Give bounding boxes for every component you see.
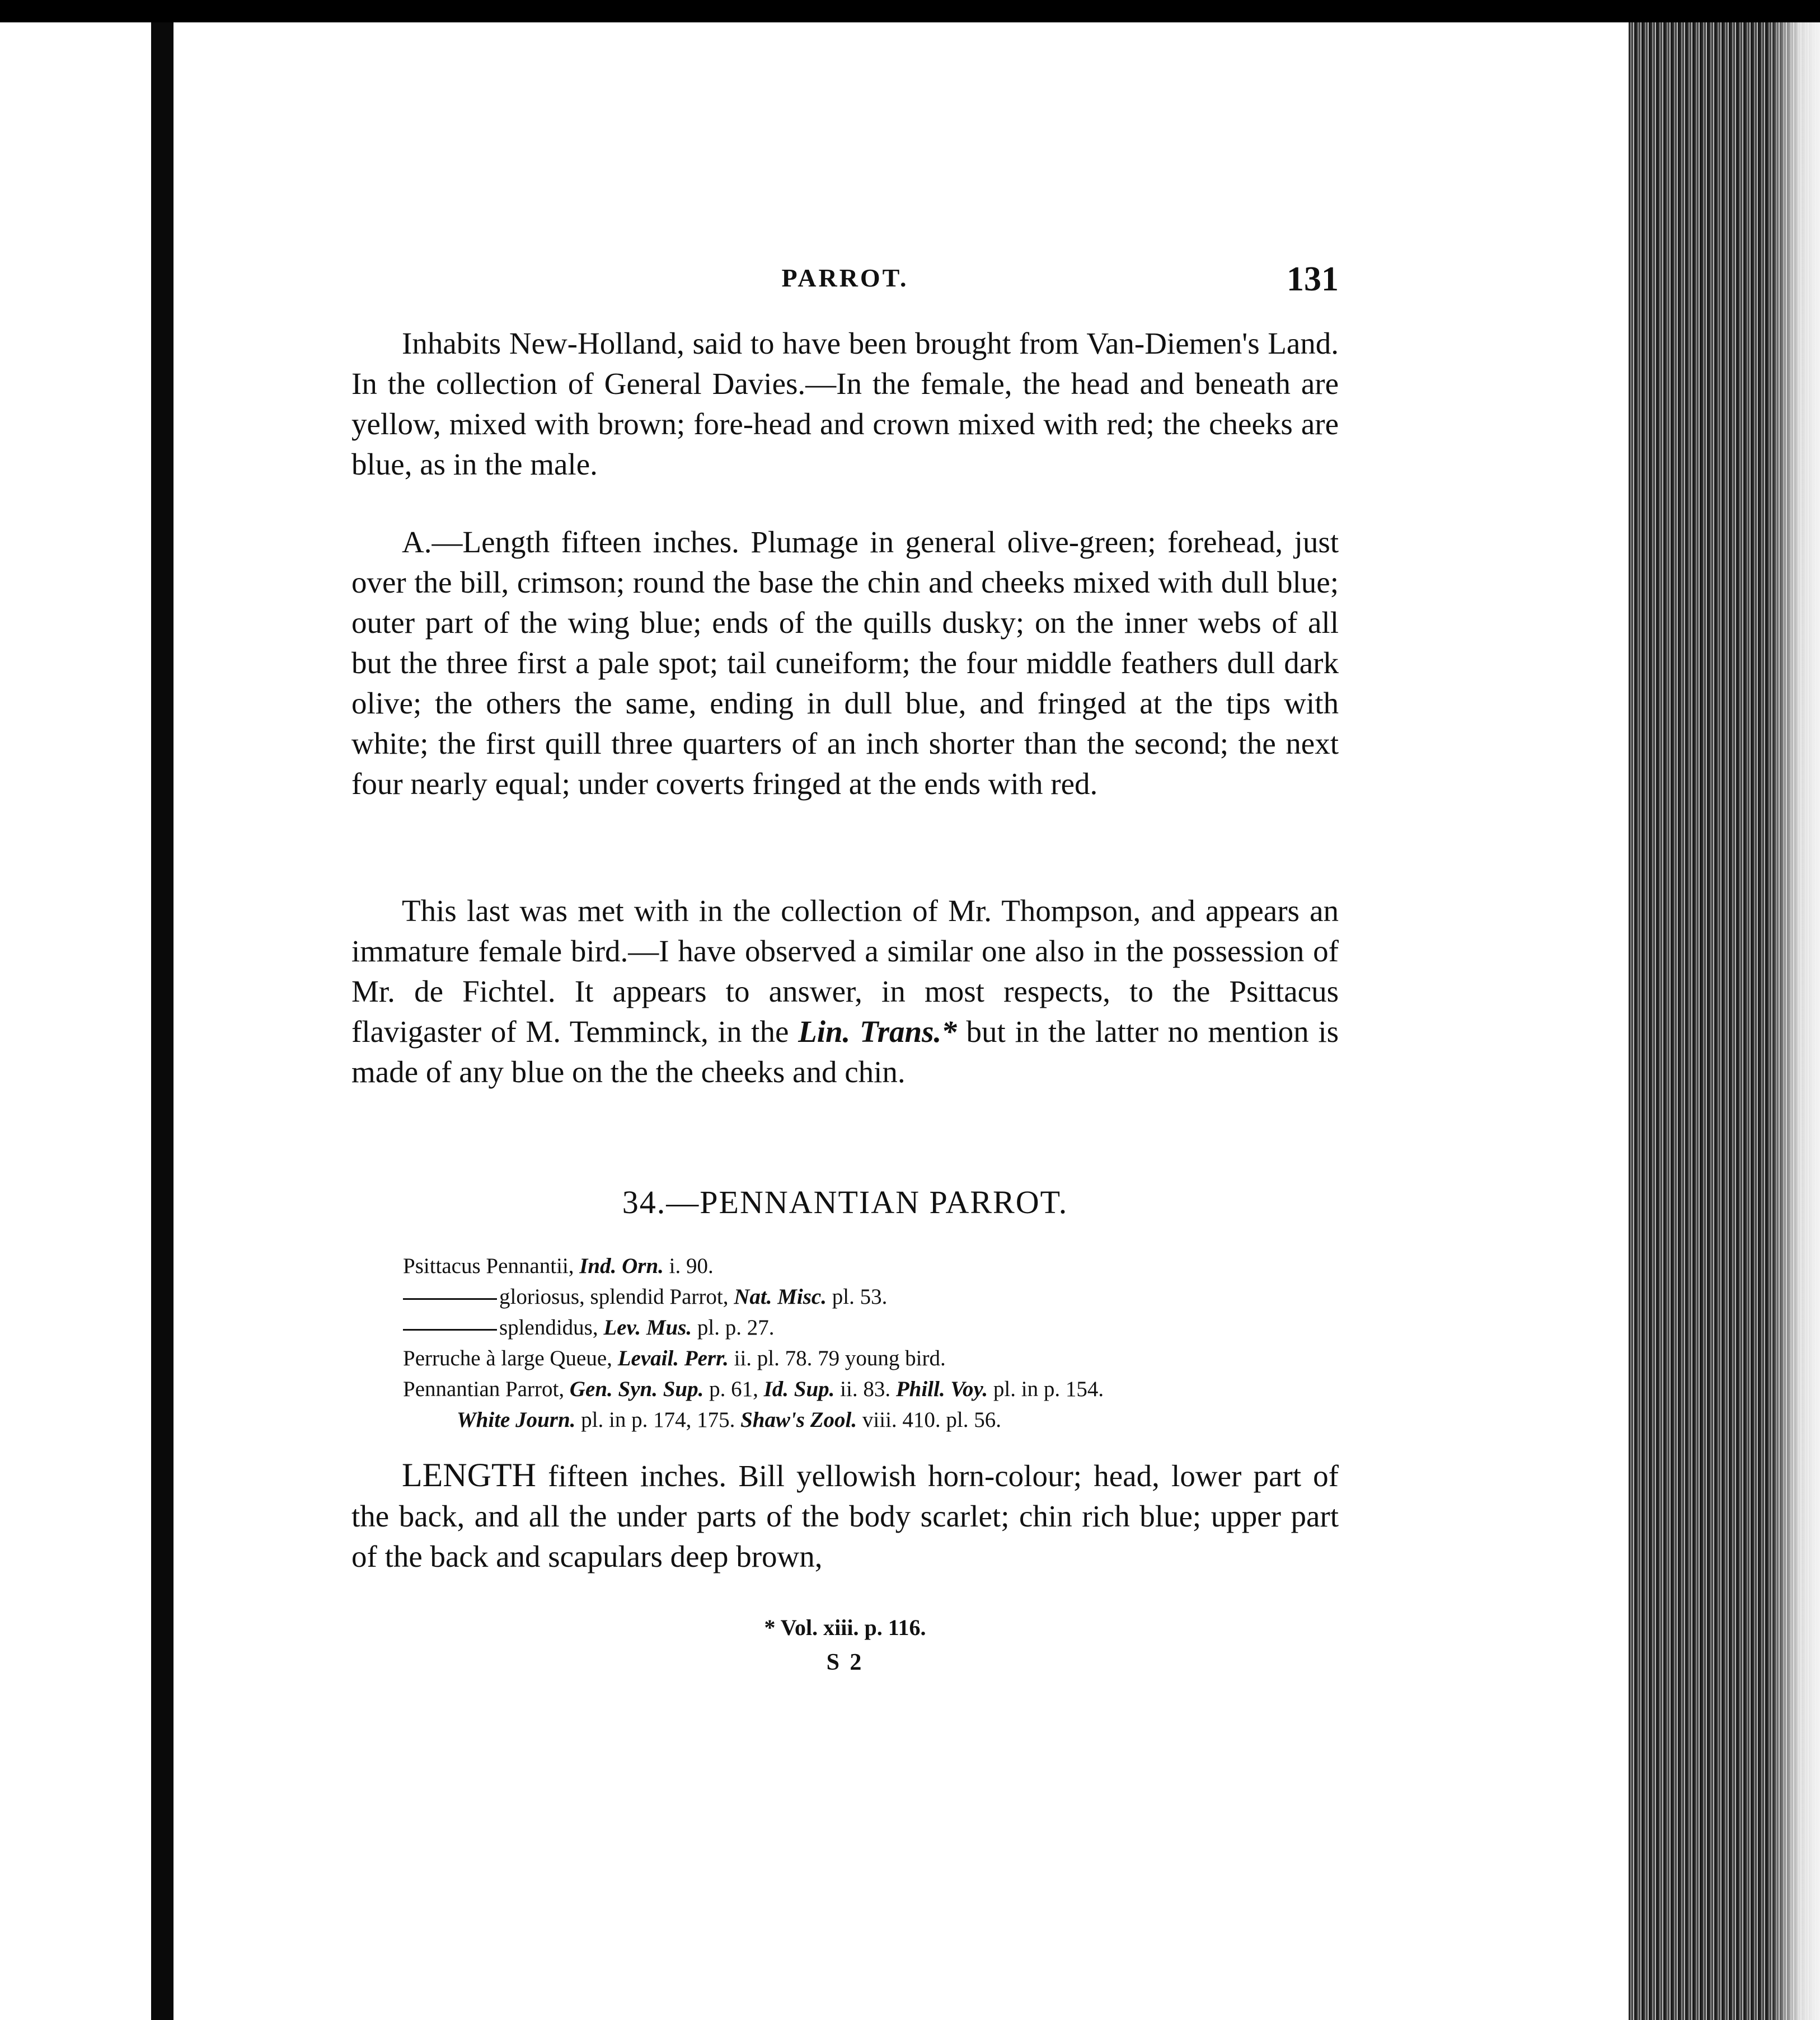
signature-mark: S 2: [826, 1650, 864, 1675]
paragraph-description: [351, 1455, 1339, 1577]
page-stack-edges: [1629, 22, 1820, 2020]
synonymy-line: Perruche à large Queue, Levail. Perr. ii. pl. 78. 79 young bird.: [403, 1346, 946, 1370]
facing-page-edge: [0, 22, 151, 2020]
journal-reference: Lin. Trans.*: [798, 1014, 957, 1049]
synonymy-line: gloriosus, splendid Parrot, Nat. Misc. pl. 53.: [403, 1281, 1354, 1312]
book-gutter: [151, 22, 173, 2020]
paragraph-text: but in the latter no mention is made of any blue on the the cheeks and chin.: [351, 1014, 1339, 1089]
synonymy-line: splendidus, Lev. Mus. pl. p. 27.: [403, 1312, 1354, 1343]
paragraph-text: This last was met with in the collection of Mr. Thompson, and appears an immature female bird.—I have observed a similar one also in the possession of Mr. de Fichtel. It appears to answer, in most respects, to the Psittacus flavigaster of M. Temminck, in the: [351, 894, 1339, 1049]
page-number: 131: [1287, 260, 1339, 298]
ditto-rule: [403, 1298, 497, 1300]
paragraph-habitat: Inhabits New-Holland, said to have been brought from Van-Diemen's Land. In the collection of General Davies.—In the female, the head and beneath are yellow, mixed with brown; fore-head and crown mixed with red; the cheeks are blue, as in the male.: [351, 326, 1339, 481]
paragraph-text: fifteen inches. Bill yellowish horn-colour; head, lower part of the back, and all the under parts of the body scarlet; chin rich blue; upper part of the back and scapulars deep brown,: [351, 1459, 1339, 1573]
lead-word: LENGTH: [402, 1457, 536, 1493]
synonymy-list: [403, 1251, 1354, 1435]
running-header: [351, 260, 1339, 302]
footnote: * Vol. xiii. p. 116.: [764, 1615, 926, 1640]
ditto-rule: [403, 1329, 497, 1331]
synonymy-line: Pennantian Parrot, Gen. Syn. Sup. p. 61, Id. Sup. ii. 83. Phill. Voy. pl. in p. 154.: [403, 1377, 1104, 1401]
synonymy-line: White Journ. pl. in p. 174, 175. Shaw's Zool. viii. 410. pl. 56.: [457, 1408, 1001, 1432]
running-title: PARROT.: [781, 264, 909, 292]
paragraph-thompson-specimen: [351, 891, 1339, 1092]
synonymy-line: Psittacus Pennantii, Ind. Orn. i. 90.: [403, 1254, 714, 1278]
species-heading: 34.—PENNANTIAN PARROT.: [622, 1184, 1068, 1220]
paragraph-variety-a: A.—Length fifteen inches. Plumage in general olive-green; forehead, just over the bill, crimson; round the base the chin and cheeks mixed with dull blue; outer part of the wing blue; ends of the quills dusky; on the inner webs of all but the three first a pale spot; tail cuneiform; the four middle feathers dull dark olive; the others the same, ending in dull blue, and fringed at the tips with white; the first quill three quarters of an inch shorter than the second; the next four nearly equal; under coverts fringed at the ends with red.: [351, 525, 1339, 801]
